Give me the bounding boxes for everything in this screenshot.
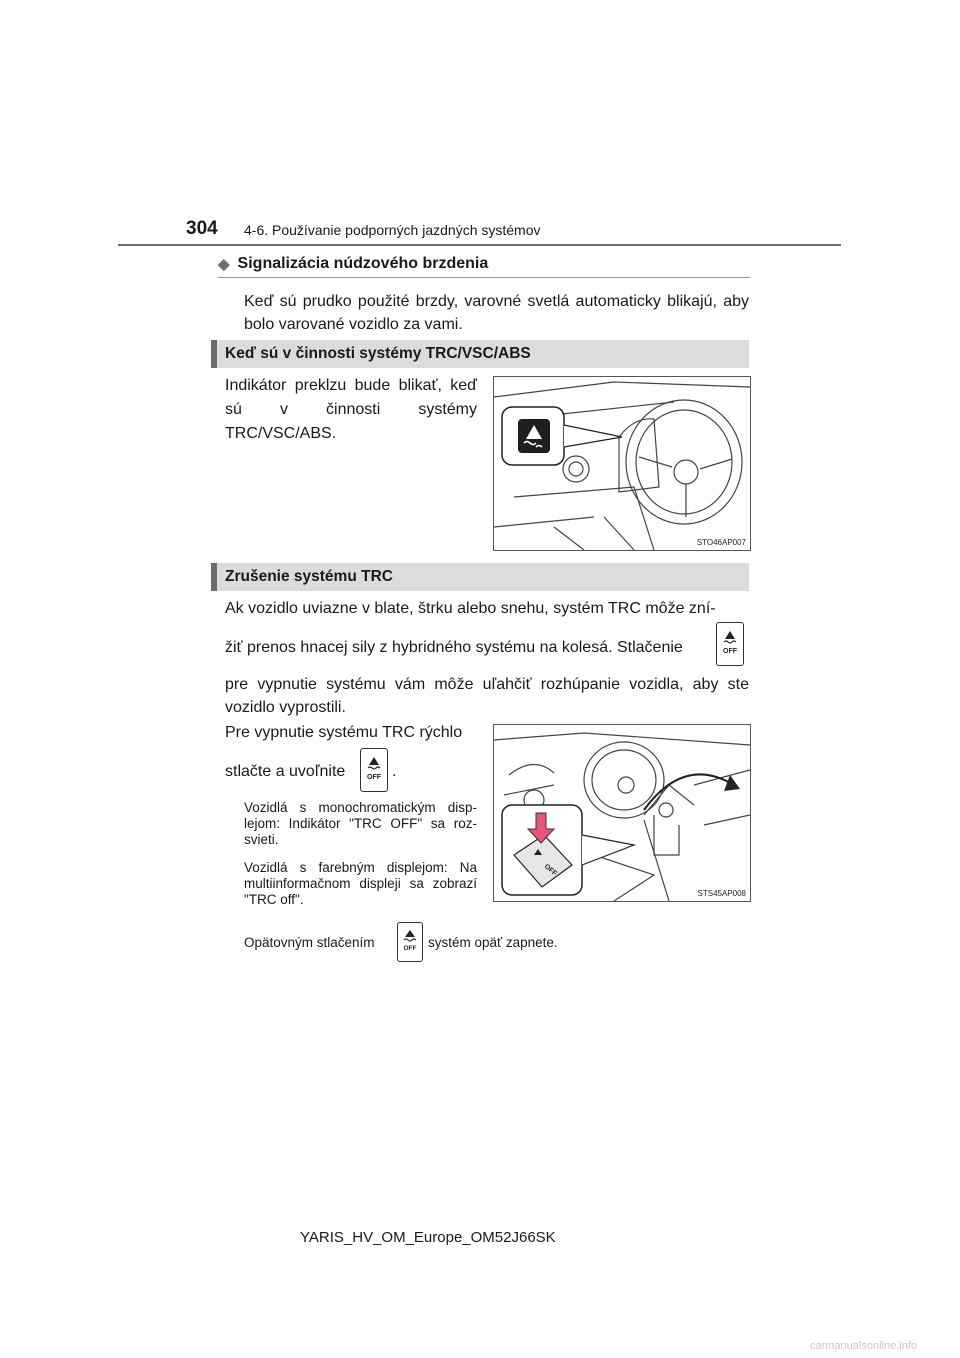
again-text-2: systém opäť zapnete. <box>428 935 558 950</box>
quick-text-1: Pre vypnutie systému TRC rýchlo <box>225 724 463 741</box>
quick-text-2: stlačte a uvoľnite <box>225 763 346 780</box>
quick-button-icon <box>360 748 388 792</box>
trc-off-text-1: Ak vozidlo uviazne v blate, štrku alebo snehu, systém TRC môže zní- <box>225 600 716 617</box>
callout-box <box>502 407 622 465</box>
diamond-bullet-icon: ◆ <box>218 256 230 273</box>
watermark: carmanualsonline.info <box>810 1340 918 1352</box>
svg-text:OFF: OFF <box>367 774 381 781</box>
callout-switch <box>502 805 634 895</box>
trc-off-text-2: žiť prenos hnacej sily z hybridného systému na kolesá. Stlačenie <box>225 639 683 656</box>
trc-off-text-3: pre vypnutie systému vám môže uľahčiť rozhúpanie vozidla, aby ste vozidlo vyprostili. <box>225 676 749 716</box>
slip-indicator-figure <box>493 376 751 551</box>
svg-text:OFF: OFF <box>403 945 417 952</box>
dashboard-illustration <box>494 377 750 550</box>
trc-off-switch-icon <box>397 922 423 962</box>
again-button-icon <box>397 922 423 962</box>
quick-text-3: . <box>392 763 397 780</box>
header-divider <box>118 244 841 246</box>
again-text-1: Opätovným stlačením <box>244 935 375 950</box>
console-illustration <box>494 725 750 901</box>
page-number: 304 <box>186 218 218 239</box>
trc-active-text: Indikátor preklzu bude blikať, keď sú v činnosti systémy TRC/VSC/ABS. <box>225 377 477 442</box>
trc-off-line-2 <box>225 636 745 659</box>
trc-off-button-icon <box>716 622 744 666</box>
trc-active-bar: Keď sú v činnosti systémy TRC/VSC/ABS <box>211 340 749 368</box>
trc-off-switch-icon <box>360 748 388 792</box>
figure-code: STS45AP008 <box>697 889 746 898</box>
svg-text:OFF: OFF <box>542 863 558 878</box>
emergency-heading <box>218 255 488 273</box>
trc-off-switch-icon <box>716 622 744 666</box>
trc-off-bar: Zrušenie systému TRC <box>211 563 749 591</box>
quick-text-line <box>225 760 345 783</box>
emergency-title: Signalizácia núdzového brzdenia <box>237 255 489 272</box>
note-color: Vozidlá s farebným displejom: Na multiinformačnom displeji sa zobrazí "TRC off". <box>244 860 477 907</box>
trc-off-figure <box>493 724 751 902</box>
heading-underline <box>218 277 750 278</box>
section-title: 4-6. Používanie podporných jazdných systémov <box>244 222 541 238</box>
figure-code: STO46AP007 <box>696 538 746 547</box>
emergency-text: Keď sú prudko použité brzdy, varovné svetlá automaticky blikajú, aby bolo varované vozidlo za vami. <box>244 293 749 333</box>
note-monochrome: Vozidlá s monochromatickým displejom: Indikátor "TRC OFF" sa rozsvieti. <box>244 800 477 847</box>
document-footer: YARIS_HV_OM_Europe_OM52J66SK <box>300 1229 556 1246</box>
svg-text:OFF: OFF <box>723 648 737 655</box>
